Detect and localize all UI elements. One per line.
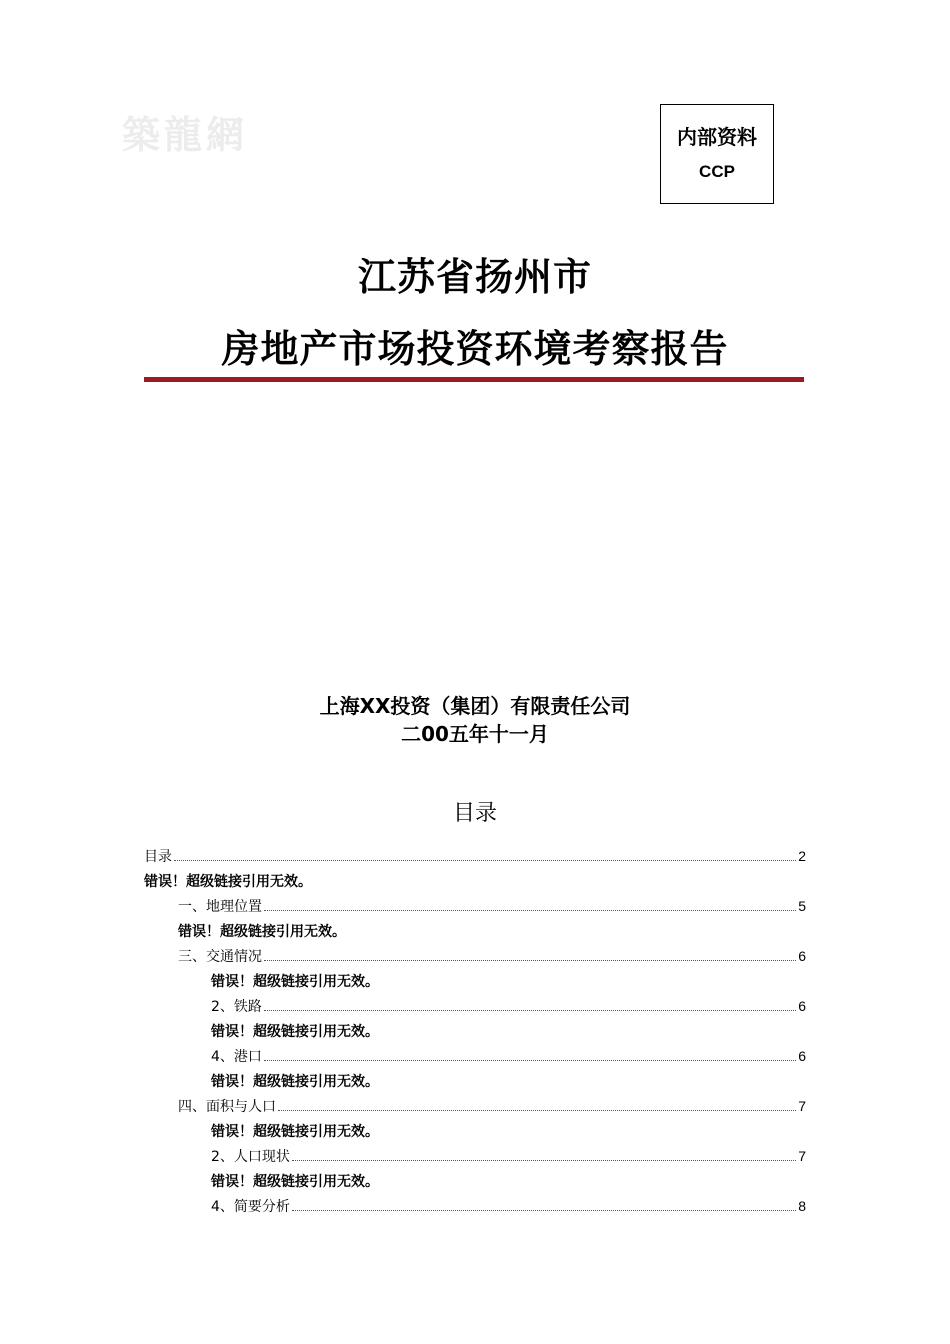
stamp-line-2: CCP [699,162,735,181]
toc-entry[interactable] [144,1143,806,1168]
toc-dot-leader [264,1010,796,1011]
toc-entry-label: 一、地理位置 [178,898,262,915]
toc-entry[interactable] [144,843,806,868]
toc-entry-error[interactable] [144,1168,806,1193]
toc-page-number: 2 [798,847,806,864]
toc-entry-label: 错误！超级链接引用无效。 [144,873,312,890]
title-divider [144,377,804,382]
toc-entry-error[interactable] [144,868,806,893]
toc-entry[interactable] [144,993,806,1018]
toc-entry-label: 目录 [144,848,172,865]
toc-dot-leader [278,1110,796,1111]
watermark-logo: 築龍網 [122,112,249,157]
stamp-line-1: 内部资料 [677,125,757,149]
toc-entry-error[interactable] [144,1068,806,1093]
toc-page-number: 6 [798,947,806,964]
toc-page-number: 7 [798,1147,806,1164]
toc-page-number: 6 [798,1047,806,1064]
toc-entry-error[interactable] [144,1118,806,1143]
toc-dot-leader [264,910,796,911]
toc-page-number: 7 [798,1097,806,1114]
table-of-contents [144,843,806,1218]
internal-document-stamp [660,104,774,204]
toc-entry-label: 4、港口 [211,1048,262,1065]
toc-entry-label: 四、面积与人口 [178,1098,276,1115]
toc-page-number: 5 [798,897,806,914]
toc-dot-leader [292,1160,796,1161]
toc-entry-label: 错误！超级链接引用无效。 [211,973,379,990]
report-title-line-1: 江苏省扬州市 [357,255,592,299]
toc-entry-label: 错误！超级链接引用无效。 [178,923,346,940]
toc-entry-label: 三、交通情况 [178,948,262,965]
toc-entry-error[interactable] [144,968,806,993]
toc-dot-leader [292,1210,796,1211]
report-date: 二00五年十一月 [401,722,549,746]
company-name: 上海XX投资（集团）有限责任公司 [319,694,631,718]
toc-entry-label: 2、铁路 [211,998,262,1015]
toc-entry-label: 2、人口现状 [211,1148,290,1165]
toc-entry-label: 4、简要分析 [211,1198,290,1215]
toc-dot-leader [264,1060,796,1061]
toc-heading: 目录 [452,801,497,826]
toc-entry-label: 错误！超级链接引用无效。 [211,1123,379,1140]
toc-entry-label: 错误！超级链接引用无效。 [211,1073,379,1090]
toc-entry[interactable] [144,1193,806,1218]
toc-entry-label: 错误！超级链接引用无效。 [211,1023,379,1040]
toc-entry[interactable] [144,943,806,968]
toc-dot-leader [264,960,796,961]
toc-entry-label: 错误！超级链接引用无效。 [211,1173,379,1190]
toc-entry-error[interactable] [144,918,806,943]
toc-entry[interactable] [144,1093,806,1118]
toc-dot-leader [174,860,796,861]
toc-entry-error[interactable] [144,1018,806,1043]
report-title-line-2: 房地产市场投资环境考察报告 [221,327,729,371]
toc-page-number: 8 [798,1197,806,1214]
toc-entry[interactable] [144,1043,806,1068]
toc-entry[interactable] [144,893,806,918]
toc-page-number: 6 [798,997,806,1014]
